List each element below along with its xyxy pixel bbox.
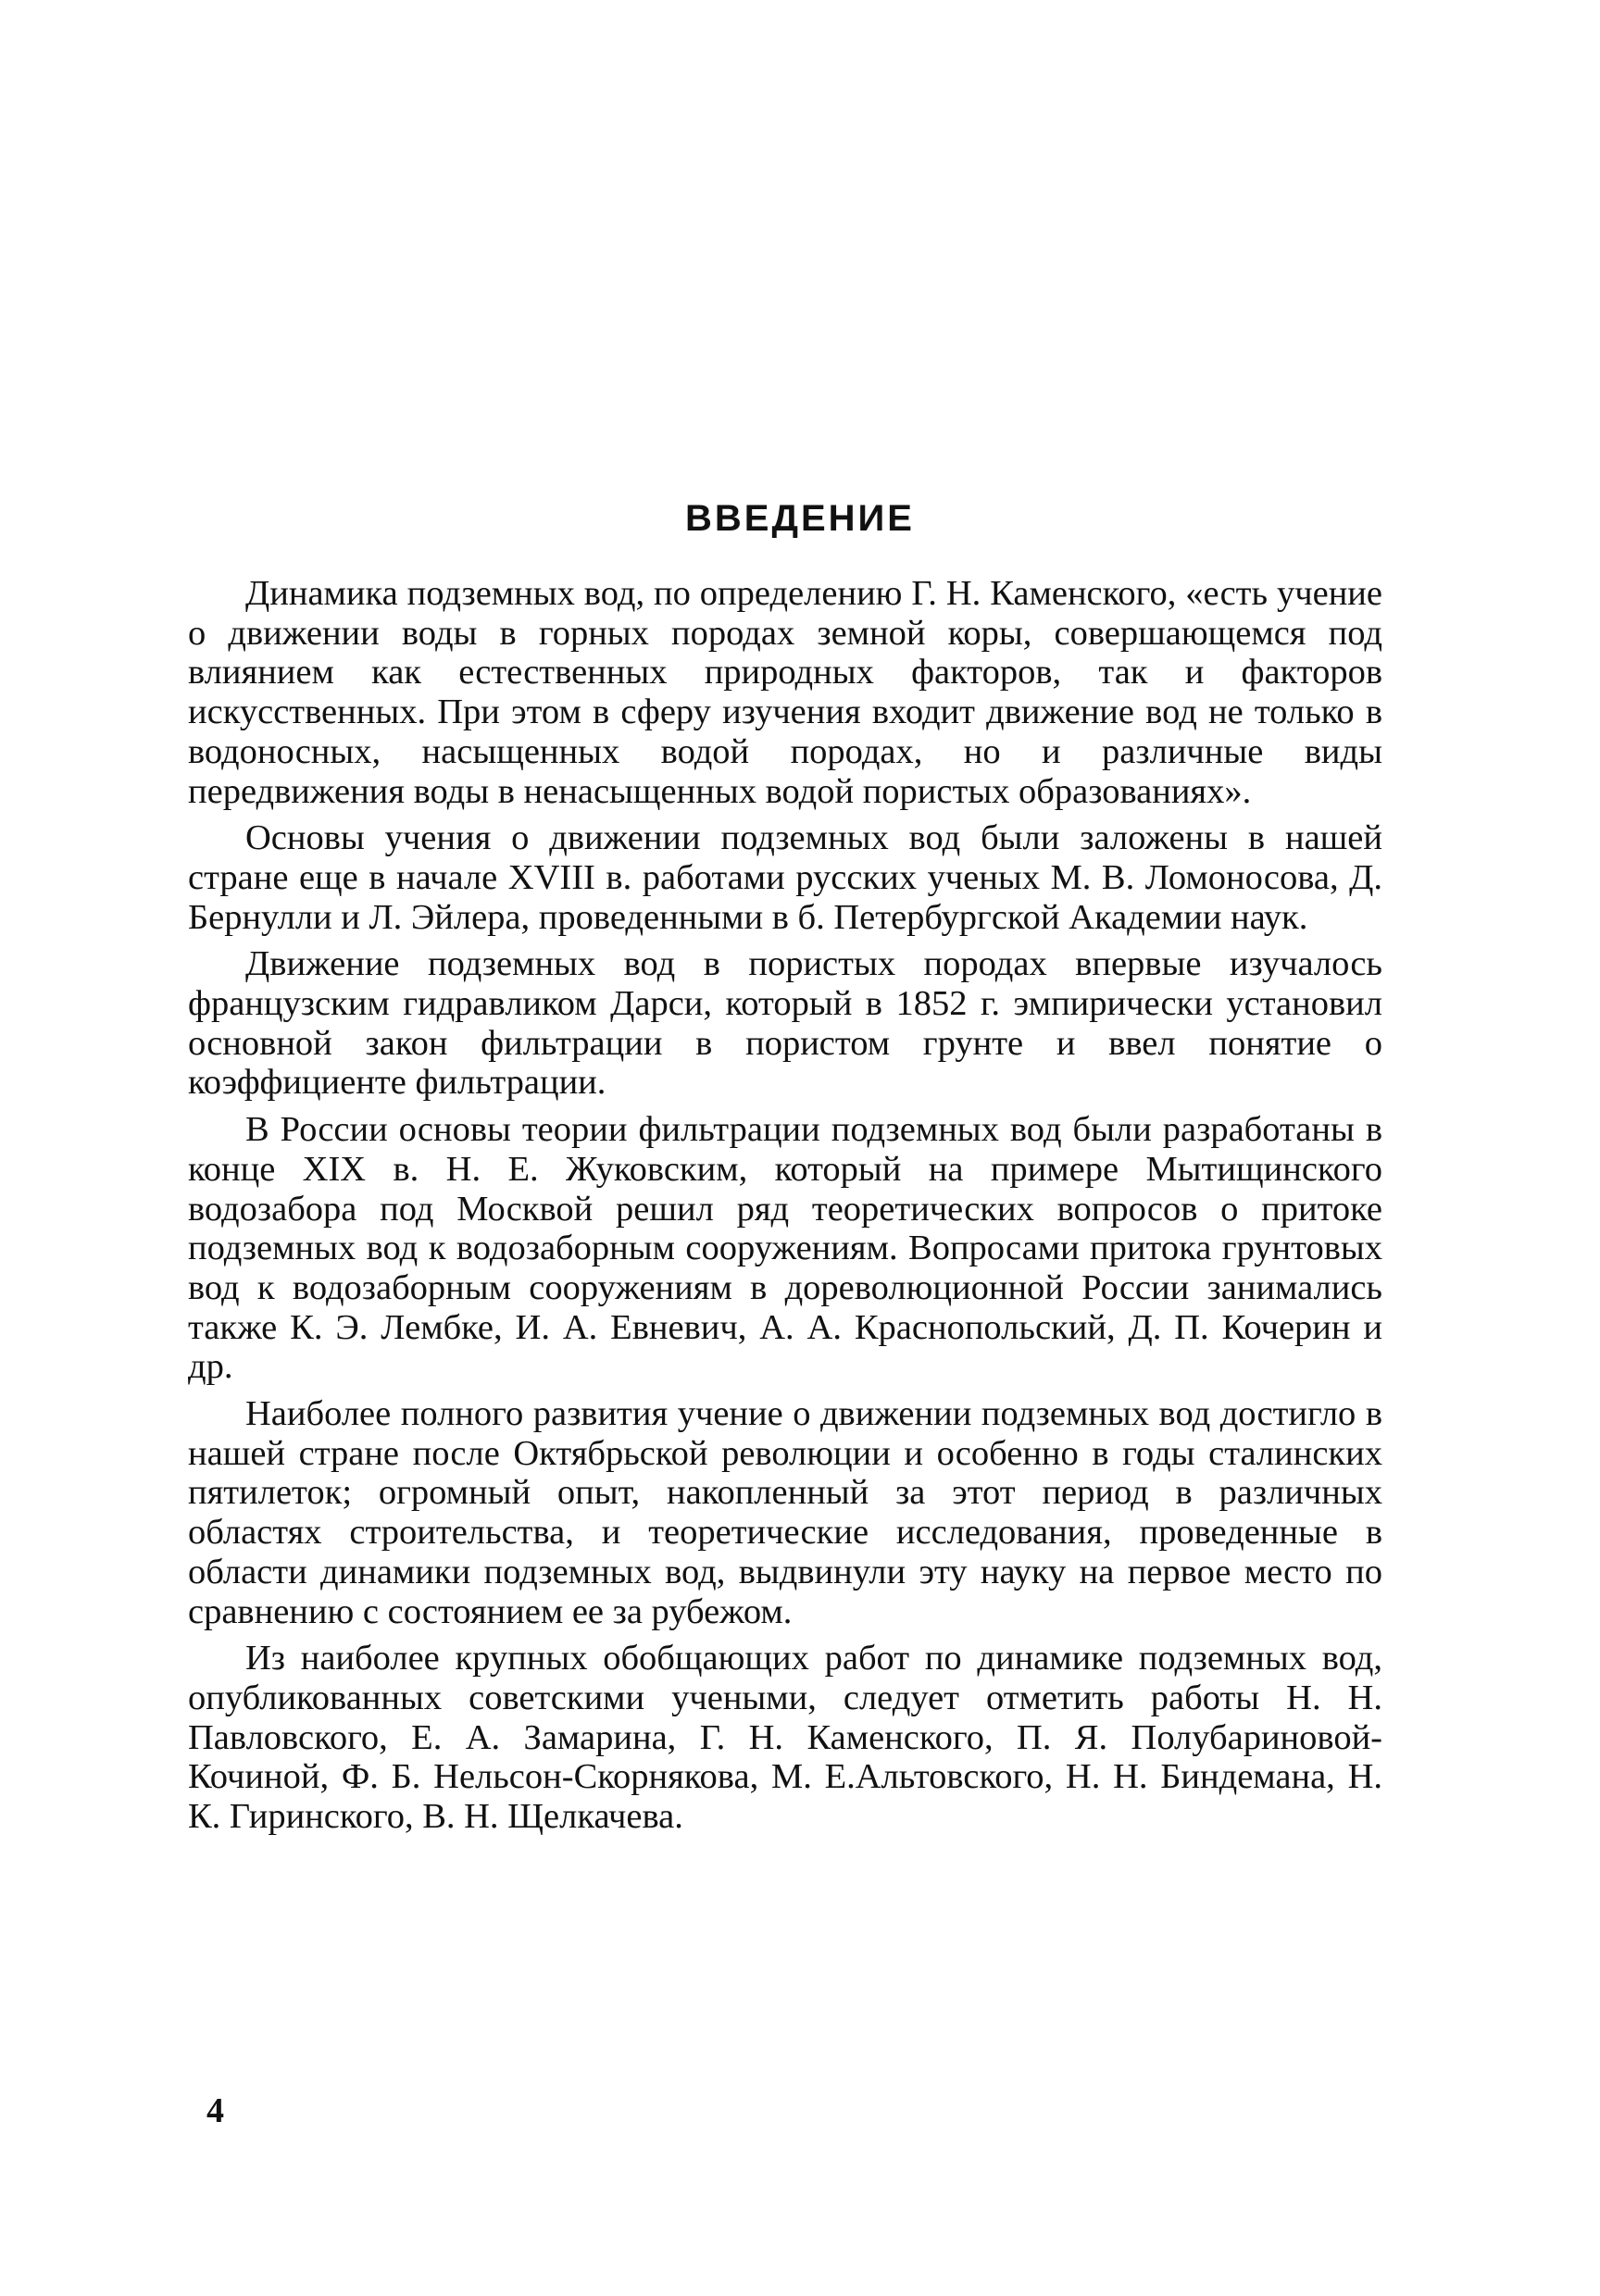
paragraph-4: В России основы теории фильтрации подземных вод были разработаны в конце XIX в. Н. Е. Жуковским, который на примере Мытищинского водозабора под Москвой решил ряд теоретических вопросов о притоке подземных вод к водозаборным сооружениям. Вопросами притока грунтовых вод к водозаборным сооружениям в дореволюционной России занимались также К. Э. Лембке, И. А. Евневич, А. А. Краснопольский, Д. П. Кочерин и др.	[188, 1110, 1382, 1387]
paragraph-1: Динамика подземных вод, по определению Г. Н. Каменского, «есть учение о движении воды в горных породах земной коры, совершающемся под влиянием как естественных природных факторов, так и факторов искусственных. При этом в сферу изучения входит движение вод не только в водоносных, насыщенных водой породах, но и различные виды передвижения воды в ненасыщенных водой пористых образованиях».	[188, 574, 1382, 811]
paragraph-3: Движение подземных вод в пористых породах впервые изучалось французским гидравликом Дарси, который в 1852 г. эмпирически установил основной закон фильтрации в пористом грунте и ввел понятие о коэффициенте фильтрации.	[188, 944, 1382, 1103]
section-heading: ВВЕДЕНИЕ	[685, 498, 915, 539]
paragraph-6: Из наиболее крупных обобщающих работ по динамике подземных вод, опубликованных советскими учеными, следует отметить работы Н. Н. Павловского, Е. А. Замарина, Г. Н. Каменского, П. Я. Полубариновой-Кочиной, Ф. Б. Нельсон-Скорнякова, М. Е.Альтовского, Н. Н. Биндемана, Н. К. Гиринского, В. Н. Щелкачева.	[188, 1639, 1382, 1837]
page-number: 4	[206, 2091, 224, 2130]
body-text	[188, 574, 1382, 1844]
paragraph-5: Наиболее полного развития учение о движении подземных вод достигло в нашей стране после Октябрьской революции и особенно в годы сталинских пятилеток; огромный опыт, накопленный за этот период в различных областях строительства, и теоретические исследования, проведенные в области динамики подземных вод, выдвинули эту науку на первое место по сравнению с состоянием ее за рубежом.	[188, 1394, 1382, 1631]
paragraph-2: Основы учения о движении подземных вод были заложены в нашей стране еще в начале XVIII в. работами русских ученых М. В. Ломоносова, Д. Бернулли и Л. Эйлера, проведенными в б. Петербургской Академии наук.	[188, 818, 1382, 937]
